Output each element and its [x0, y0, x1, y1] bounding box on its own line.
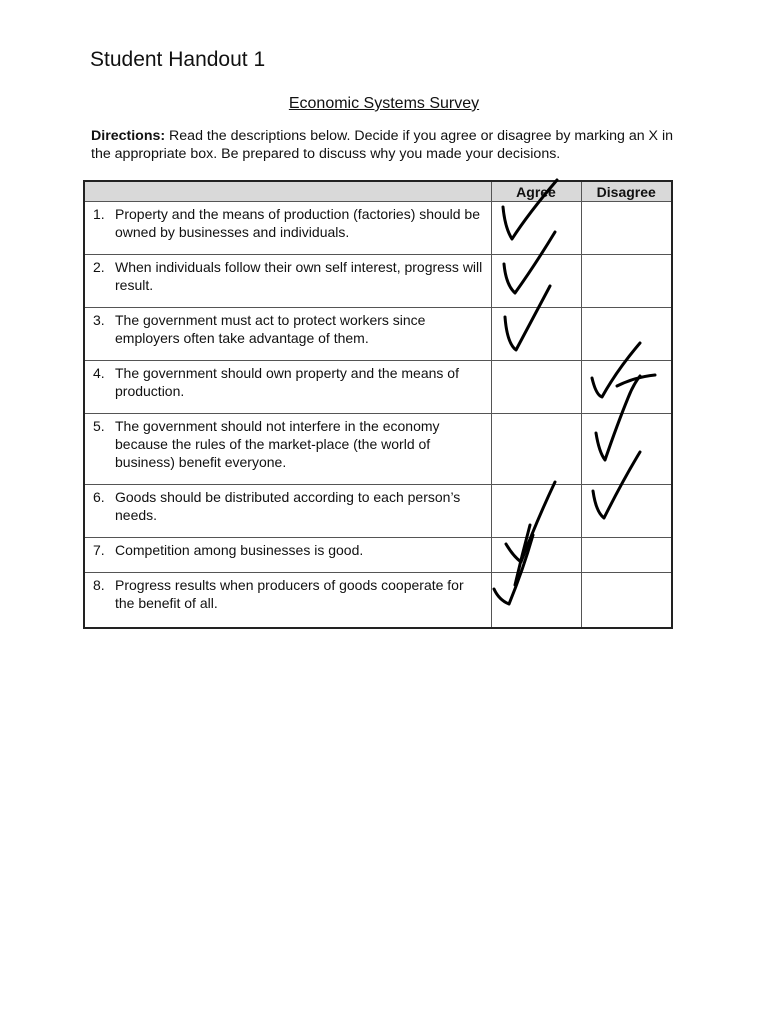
- agree-cell[interactable]: [491, 361, 581, 414]
- disagree-header: Disagree: [581, 181, 672, 202]
- directions-label: Directions:: [91, 128, 166, 144]
- item-text: When individuals follow their own self interest, progress will result.: [115, 259, 483, 293]
- disagree-cell[interactable]: [581, 361, 672, 414]
- item-number: 2.: [93, 259, 105, 275]
- disagree-cell[interactable]: [581, 308, 672, 361]
- item-text: The government must act to protect workers since employers often take advantage of them.: [115, 312, 426, 346]
- statement-cell: [84, 308, 491, 361]
- table-row: [84, 308, 672, 361]
- table-row: [84, 255, 672, 308]
- statement-cell: [84, 573, 491, 628]
- item-text: Progress results when producers of goods cooperate for the benefit of all.: [115, 577, 464, 611]
- agree-cell[interactable]: [491, 255, 581, 308]
- item-number: 5.: [93, 418, 105, 434]
- item-text: Goods should be distributed according to each person’s needs.: [115, 489, 461, 523]
- item-number: 6.: [93, 489, 105, 505]
- item-number: 8.: [93, 577, 105, 593]
- directions: [91, 127, 691, 163]
- table-row: [84, 361, 672, 414]
- item-text: The government should own property and the means of production.: [115, 365, 459, 399]
- directions-text: Read the descriptions below. Decide if you agree or disagree by marking an X in the appropriate box. Be prepared to discuss why you made your decisions.: [91, 128, 673, 162]
- statement-cell: [84, 485, 491, 538]
- item-number: 3.: [93, 312, 105, 328]
- table-row: [84, 485, 672, 538]
- table-row: [84, 414, 672, 485]
- item-number: 7.: [93, 542, 105, 558]
- disagree-cell[interactable]: [581, 202, 672, 255]
- disagree-cell[interactable]: [581, 255, 672, 308]
- agree-cell[interactable]: [491, 485, 581, 538]
- table-row: [84, 538, 672, 573]
- item-text: Competition among businesses is good.: [115, 542, 364, 558]
- header-blank-cell: [84, 181, 491, 202]
- agree-cell[interactable]: [491, 573, 581, 628]
- statement-cell: [84, 361, 491, 414]
- table-row: [84, 202, 672, 255]
- statement-cell: [84, 202, 491, 255]
- disagree-cell[interactable]: [581, 573, 672, 628]
- disagree-cell[interactable]: [581, 485, 672, 538]
- survey-table: [83, 180, 673, 629]
- table-header-row: [84, 181, 672, 202]
- item-text: The government should not interfere in the economy because the rules of the market-place (the world of business) benefit everyone.: [115, 418, 440, 470]
- item-number: 4.: [93, 365, 105, 381]
- statement-cell: [84, 538, 491, 573]
- statement-cell: [84, 414, 491, 485]
- item-number: 1.: [93, 206, 105, 222]
- agree-header: Agree: [491, 181, 581, 202]
- disagree-cell[interactable]: [581, 414, 672, 485]
- disagree-cell[interactable]: [581, 538, 672, 573]
- agree-cell[interactable]: [491, 202, 581, 255]
- table-row: [84, 573, 672, 628]
- item-text: Property and the means of production (factories) should be owned by businesses and individuals.: [115, 206, 480, 240]
- agree-cell[interactable]: [491, 308, 581, 361]
- agree-cell[interactable]: [491, 538, 581, 573]
- statement-cell: [84, 255, 491, 308]
- handout-title: Student Handout 1: [90, 48, 266, 71]
- agree-cell[interactable]: [491, 414, 581, 485]
- survey-title: Economic Systems Survey: [288, 95, 480, 112]
